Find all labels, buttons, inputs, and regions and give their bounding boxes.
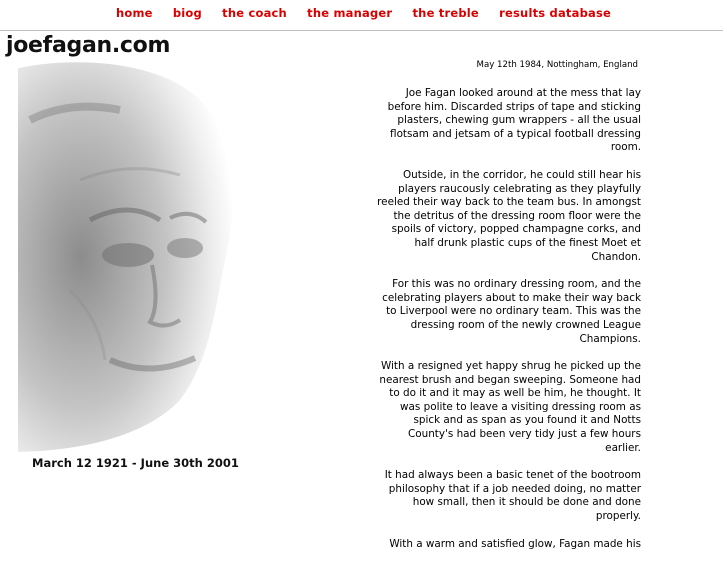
site-logo: joefagan.com <box>6 33 171 58</box>
nav-link-biog[interactable]: biog <box>172 6 202 20</box>
portrait-image <box>10 60 350 452</box>
article-paragraph: Joe Fagan looked around at the mess that lay before him. Discarded strips of tape and sticking plasters, chewing gum wrappers - all the usual flotsam and jetsam of a typical football dressing room. <box>387 87 641 154</box>
nav-link-results-database[interactable]: results database <box>499 6 612 20</box>
nav-link-the-manager[interactable]: the manager <box>307 6 393 20</box>
article-paragraph: With a warm and satisfied glow, Fagan made his <box>389 537 641 550</box>
nav-link-home[interactable]: home <box>115 6 153 20</box>
article-body <box>372 59 641 565</box>
article-paragraph: Outside, in the corridor, he could still hear his players raucously celebrating as they playfully reeled their way back to the team bus. In amongst the detritus of the dressing room floor were the spoils of victory, popped champagne corks, and half drunk plastic cups of the finest Moet et Chandon. <box>377 168 641 263</box>
article-paragraph: With a resigned yet happy shrug he picked up the nearest brush and began sweeping. Someone had to do it and it may as well be him, he thought. It was polite to leave a visiting dressing room as spick and as span as you found it and Notts County's had been very tidy just a few hours earlier. <box>379 360 641 454</box>
article-dateline: May 12th 1984, Nottingham, England <box>476 60 638 70</box>
life-dates-caption: March 12 1921 - June 30th 2001 <box>32 456 239 470</box>
portrait-photo <box>10 60 350 452</box>
top-nav <box>0 6 727 20</box>
article-paragraph: For this was no ordinary dressing room, and the celebrating players about to make their way back to Liverpool were no ordinary team. This was the dressing room of the newly crowned League Champions. <box>382 278 641 345</box>
nav-link-the-treble[interactable]: the treble <box>412 6 479 20</box>
article-paragraph: It had always been a basic tenet of the bootroom philosophy that if a job needed doing, no matter how small, then it should be done and done properly. <box>384 469 641 523</box>
header-divider <box>0 30 723 31</box>
nav-link-the-coach[interactable]: the coach <box>222 6 287 20</box>
